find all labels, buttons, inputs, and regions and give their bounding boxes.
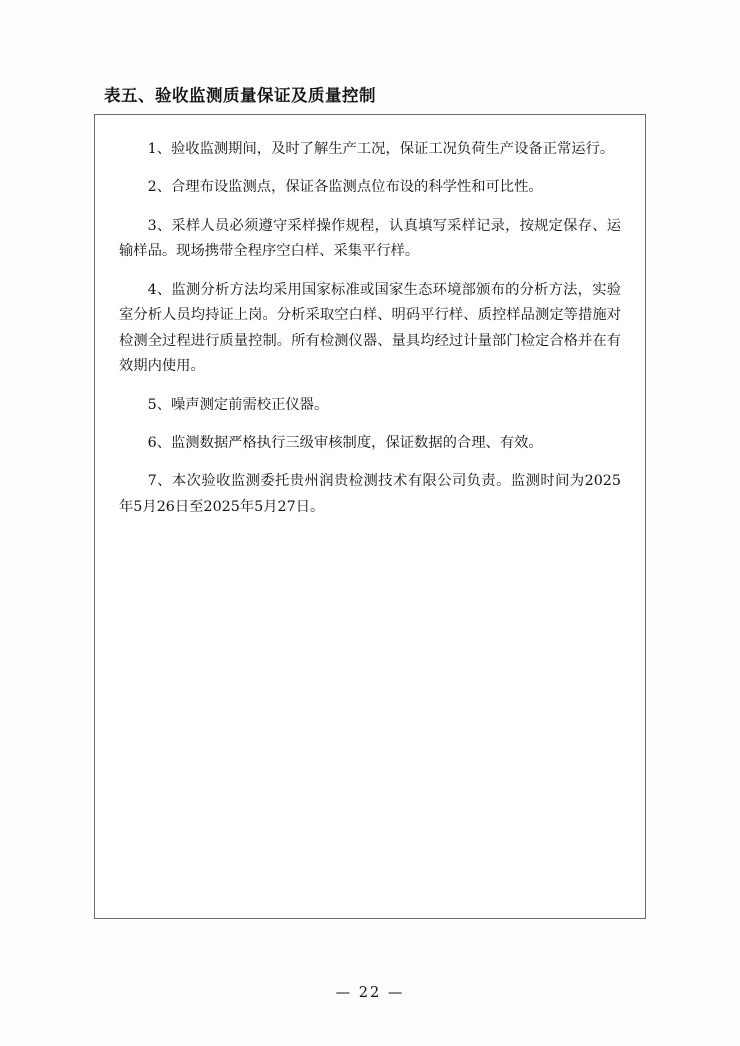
content-body <box>95 115 645 520</box>
paragraph-7: 7、本次验收监测委托贵州润贵检测技术有限公司负责。监测时间为2025年5月26日至2025年5月27日。 <box>119 473 621 515</box>
paragraph-1: 1、验收监测期间，及时了解生产工况，保证工况负荷生产设备正常运行。 <box>147 141 615 157</box>
paragraph-3: 3、采样人员必须遵守采样操作规程，认真填写采样记录，按规定保存、运输样品。现场携带全程序空白样、采集平行样。 <box>119 217 621 260</box>
page-number: — 22 — <box>335 985 405 1001</box>
paragraph-6: 6、监测数据严格执行三级审核制度，保证数据的合理、有效。 <box>147 434 543 451</box>
paragraph-2: 2、合理布设监测点，保证各监测点位布设的科学性和可比性。 <box>147 179 543 196</box>
content-box <box>94 114 646 919</box>
paragraph-4: 4、监测分析方法均采用国家标准或国家生态环境部颁布的分析方法，实验室分析人员均持证上岗。分析采取空白样、明码平行样、质控样品测定等措施对检测全过程进行质量控制。所有检测仪器、量具均经过计量部门检定合格并在有效期内使用。 <box>119 281 621 375</box>
paragraph-5: 5、噪声测定前需校正仪器。 <box>147 396 329 413</box>
page-title: 表五、验收监测质量保证及质量控制 <box>104 86 376 105</box>
